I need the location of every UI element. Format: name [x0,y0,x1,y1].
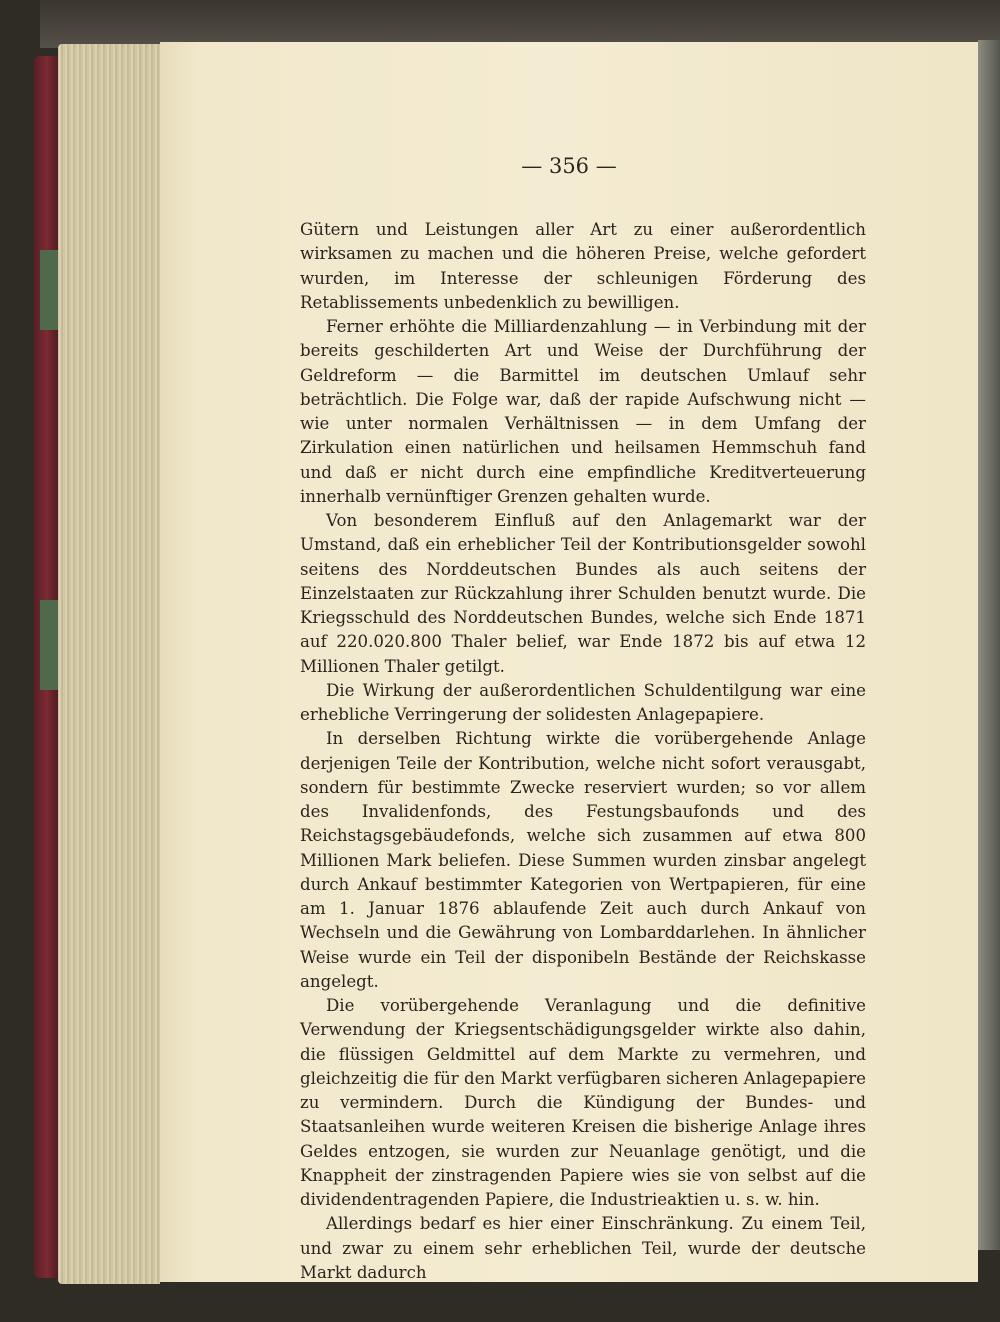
page-edges [58,44,160,1284]
paragraph: Die Wirkung der außerordentlichen Schuldentilgung war eine erhebliche Verringerung der solidesten Anlagepapiere. [300,680,866,724]
book-cover-top [40,0,1000,48]
page-body [300,218,866,1285]
book-board-right [978,40,1000,1250]
paragraph: Allerdings bedarf es hier einer Einschränkung. Zu einem Teil, und zwar zu einem sehr erheblichen Teil, wurde der deutsche Markt dadurch [300,1214,866,1282]
paragraph: Von besonderem Einfluß auf den Anlagemarkt war der Umstand, daß ein erheblicher Teil der Kontributionsgelder sowohl seitens des Norddeutschen Bundes als auch seitens der Einzelstaaten zur Rückzahlung ihrer Schulden benutzt wurde. Die Kriegsschuld des Norddeutschen Bundes, welche sich Ende 1871 auf 220.020.800 Thaler belief, war Ende 1872 bis auf etwa 12 Millionen Thaler getilgt. [300,511,866,676]
book-page [160,42,978,1282]
paragraph: Ferner erhöhte die Milliardenzahlung — in Verbindung mit der bereits geschilderten Art und Weise der Durchführung der Geldreform — die Barmittel im deutschen Umlauf sehr beträchtlich. Die Folge war, daß der rapide Aufschwung nicht — wie unter normalen Verhältnissen — in dem Umfang der Zirkulation einen natürlichen und heilsamen Hemmschuh fand und daß er nicht durch eine empfindliche Kreditverteuerung innerhalb vernünftiger Grenzen gehalten wurde. [300,317,866,506]
paragraph: Die vorübergehende Veranlagung und die definitive Verwendung der Kriegsentschädigungsgelder wirkte also dahin, die flüssigen Geldmittel auf dem Markte zu vermehren, und gleichzeitig die für den Markt verfügbaren sicheren Anlagepapiere zu vermindern. Durch die Kündigung der Bundes- und Staatsanleihen wurde weiteren Kreisen die bisherige Anlage ihres Geldes entzogen, sie wurden zur Neuanlage genötigt, und die Knappheit der zinstragenden Papiere wies sie von selbst auf die dividendentragenden Papiere, die Industrieaktien u. s. w. hin. [300,996,866,1209]
page-number: — 356 — [521,154,617,178]
spine-label [40,600,58,690]
spine-label [40,250,58,330]
paragraph: Gütern und Leistungen aller Art zu einer außerordentlich wirksamen zu machen und die höheren Preise, welche gefordert wurden, im Interesse der schleunigen Förderung des Retablissements unbedenklich zu bewilligen. [300,220,866,312]
paragraph: In derselben Richtung wirkte die vorübergehende Anlage derjenigen Teile der Kontribution, welche nicht sofort verausgabt, sondern für bestimmte Zwecke reserviert wurden; so vor allem des Invalidenfonds, des Festungsbaufonds und des Reichstagsgebäudefonds, welche sich zusammen auf etwa 800 Millionen Mark beliefen. Diese Summen wurden zinsbar angelegt durch Ankauf bestimmter Kategorien von Wertpapieren, für eine am 1. Januar 1876 ablaufende Zeit auch durch Ankauf von Wechseln und die Gewährung von Lombarddarlehen. In ähnlicher Weise wurde ein Teil der disponibeln Bestände der Reichskasse angelegt. [300,729,866,991]
